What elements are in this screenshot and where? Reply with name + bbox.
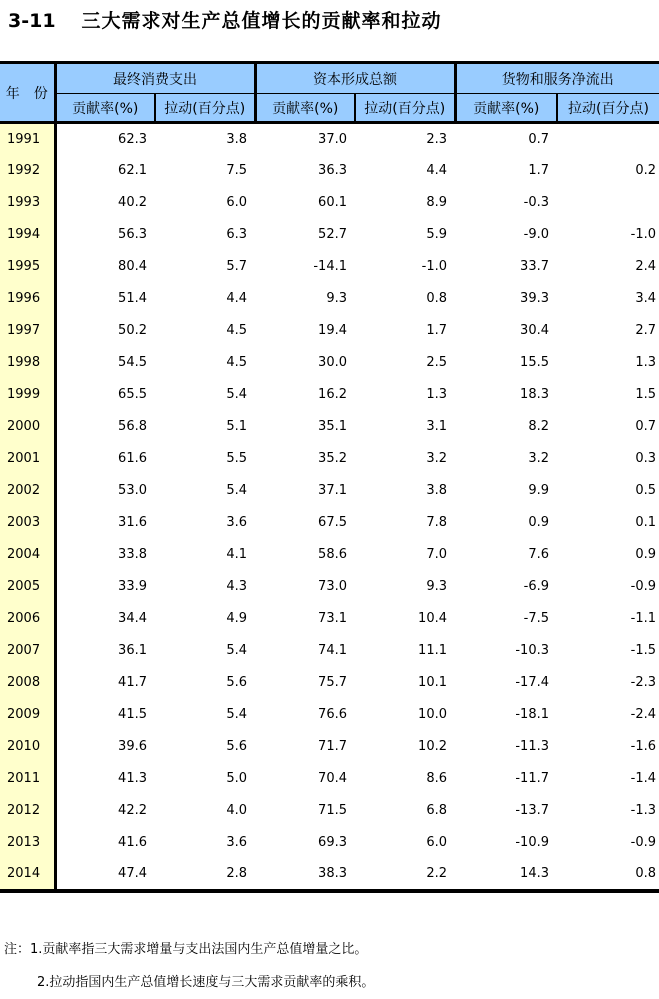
- value-cell: 41.7: [118, 675, 147, 690]
- value-cell: 9.3: [326, 291, 347, 306]
- table-body: [0, 123, 659, 891]
- value-cell: 71.7: [318, 739, 347, 754]
- value-cell: 8.9: [426, 195, 447, 210]
- value-cell: 1.5: [635, 387, 656, 402]
- value-cell: 9.3: [426, 579, 447, 594]
- value-cell: [557, 123, 659, 155]
- value-cell: 0.7: [635, 419, 656, 434]
- year-cell: 2014: [0, 859, 55, 891]
- value-cell: 37.1: [318, 483, 347, 498]
- year-cell: 1995: [0, 251, 55, 283]
- value-cell: 65.5: [118, 387, 147, 402]
- value-cell: 53.0: [118, 483, 147, 498]
- value-cell: 1.3: [635, 355, 656, 370]
- subheader-contribution-rate-3: 贡献率(%): [455, 94, 557, 123]
- table-row: [0, 571, 659, 603]
- value-cell: 54.5: [118, 355, 147, 370]
- table-row: [0, 123, 659, 155]
- table-row: [0, 827, 659, 859]
- table-row: [0, 603, 659, 635]
- subheader-contribution-rate-1: 贡献率(%): [55, 94, 155, 123]
- group-header-capital-formation: 资本形成总额: [255, 63, 455, 94]
- year-cell: 2008: [0, 667, 55, 699]
- value-cell: -2.4: [630, 707, 656, 722]
- value-cell: -13.7: [515, 803, 549, 818]
- value-cell: 75.7: [318, 675, 347, 690]
- value-cell: -18.1: [515, 707, 549, 722]
- subheader-pull-3: 拉动(百分点): [557, 94, 659, 123]
- table-title-text: 三大需求对生产总值增长的贡献率和拉动: [81, 10, 442, 32]
- value-cell: 14.3: [520, 866, 549, 881]
- value-cell: 18.3: [520, 387, 549, 402]
- value-cell: -17.4: [515, 675, 549, 690]
- value-cell: 58.6: [318, 547, 347, 562]
- value-cell: 1.7: [528, 163, 549, 178]
- value-cell: 5.4: [226, 483, 247, 498]
- footnote-1: 注：1.贡献率指三大需求增量与支出法国内生产总值增量之比。: [4, 942, 368, 957]
- footnote-2: 2.拉动指国内生产总值增长速度与三大需求贡献率的乘积。: [37, 975, 375, 990]
- value-cell: -1.0: [421, 259, 447, 274]
- value-cell: -2.3: [630, 675, 656, 690]
- value-cell: 9.9: [528, 483, 549, 498]
- value-cell: 3.8: [226, 131, 247, 147]
- year-cell: 2004: [0, 539, 55, 571]
- group-header-net-exports: 货物和服务净流出: [455, 63, 659, 94]
- table-row: [0, 443, 659, 475]
- value-cell: 39.3: [520, 291, 549, 306]
- table-row: [0, 539, 659, 571]
- value-cell: 35.1: [318, 419, 347, 434]
- table-row: [0, 507, 659, 539]
- table-row: [0, 795, 659, 827]
- subheader-pull-1: 拉动(百分点): [155, 94, 255, 123]
- table-row: [0, 411, 659, 443]
- value-cell: 80.4: [118, 259, 147, 274]
- table-number: 3-11: [8, 10, 56, 32]
- table-row: [0, 315, 659, 347]
- value-cell: 16.2: [318, 387, 347, 402]
- value-cell: 2.2: [426, 866, 447, 881]
- year-column-header: 年 份: [0, 63, 55, 123]
- year-cell: 2011: [0, 763, 55, 795]
- value-cell: -14.1: [313, 259, 347, 274]
- value-cell: 36.1: [118, 643, 147, 658]
- value-cell: 42.2: [118, 803, 147, 818]
- value-cell: 50.2: [118, 323, 147, 338]
- header-group-row: [0, 63, 659, 94]
- value-cell: -1.6: [630, 739, 656, 754]
- value-cell: 7.5: [226, 163, 247, 178]
- header-sub-row: [0, 94, 659, 123]
- year-cell: 1994: [0, 219, 55, 251]
- value-cell: -9.0: [523, 227, 549, 242]
- year-cell: 2003: [0, 507, 55, 539]
- value-cell: 0.9: [635, 547, 656, 562]
- value-cell: 4.9: [226, 611, 247, 626]
- value-cell: 6.8: [426, 803, 447, 818]
- value-cell: 4.4: [426, 163, 447, 178]
- value-cell: 33.8: [118, 547, 147, 562]
- value-cell: 6.0: [226, 195, 247, 210]
- value-cell: 5.4: [226, 643, 247, 658]
- value-cell: -10.9: [515, 835, 549, 850]
- year-cell: 2000: [0, 411, 55, 443]
- value-cell: -0.3: [523, 195, 549, 210]
- year-cell: 2007: [0, 635, 55, 667]
- value-cell: 5.7: [226, 259, 247, 274]
- value-cell: 67.5: [318, 515, 347, 530]
- value-cell: [557, 187, 659, 219]
- value-cell: 33.9: [118, 579, 147, 594]
- value-cell: 76.6: [318, 707, 347, 722]
- value-cell: 30.4: [520, 323, 549, 338]
- year-cell: 1993: [0, 187, 55, 219]
- year-cell: 2005: [0, 571, 55, 603]
- table-row: [0, 667, 659, 699]
- year-cell: 2002: [0, 475, 55, 507]
- value-cell: 5.1: [226, 419, 247, 434]
- value-cell: -6.9: [523, 579, 549, 594]
- year-cell: 1992: [0, 155, 55, 187]
- value-cell: -1.4: [630, 771, 656, 786]
- year-cell: 1997: [0, 315, 55, 347]
- value-cell: 7.0: [426, 547, 447, 562]
- value-cell: 6.3: [226, 227, 247, 242]
- value-cell: -1.5: [630, 643, 656, 658]
- year-cell: 1996: [0, 283, 55, 315]
- value-cell: 4.0: [226, 803, 247, 818]
- year-cell: 2010: [0, 731, 55, 763]
- subheader-pull-2: 拉动(百分点): [355, 94, 455, 123]
- value-cell: 3.8: [426, 483, 447, 498]
- value-cell: 2.4: [635, 259, 656, 274]
- value-cell: 7.6: [528, 547, 549, 562]
- year-cell: 1991: [0, 123, 55, 155]
- value-cell: 62.1: [118, 163, 147, 178]
- value-cell: 31.6: [118, 515, 147, 530]
- year-cell: 1998: [0, 347, 55, 379]
- year-cell: 1999: [0, 379, 55, 411]
- value-cell: 10.4: [418, 611, 447, 626]
- year-cell: 2012: [0, 795, 55, 827]
- value-cell: 8.2: [528, 419, 549, 434]
- table-row: [0, 219, 659, 251]
- value-cell: 71.5: [318, 803, 347, 818]
- value-cell: -0.9: [630, 835, 656, 850]
- page-title: [8, 6, 442, 33]
- value-cell: 51.4: [118, 291, 147, 306]
- table-row: [0, 731, 659, 763]
- value-cell: 0.5: [635, 483, 656, 498]
- table-row: [0, 283, 659, 315]
- value-cell: 40.2: [118, 195, 147, 210]
- value-cell: 5.4: [226, 387, 247, 402]
- value-cell: 74.1: [318, 643, 347, 658]
- value-cell: 0.9: [528, 515, 549, 530]
- value-cell: 70.4: [318, 771, 347, 786]
- value-cell: 0.8: [426, 291, 447, 306]
- value-cell: 2.7: [635, 323, 656, 338]
- value-cell: 3.2: [528, 451, 549, 466]
- value-cell: 11.1: [418, 643, 447, 658]
- year-cell: 2001: [0, 443, 55, 475]
- value-cell: 35.2: [318, 451, 347, 466]
- value-cell: 5.5: [226, 451, 247, 466]
- value-cell: 3.6: [226, 515, 247, 530]
- value-cell: 39.6: [118, 739, 147, 754]
- value-cell: 4.5: [226, 323, 247, 338]
- value-cell: -1.3: [630, 803, 656, 818]
- value-cell: 4.3: [226, 579, 247, 594]
- value-cell: 10.1: [418, 675, 447, 690]
- value-cell: -7.5: [523, 611, 549, 626]
- value-cell: 33.7: [520, 259, 549, 274]
- value-cell: 73.1: [318, 611, 347, 626]
- value-cell: 2.3: [426, 131, 447, 147]
- value-cell: 0.8: [635, 866, 656, 881]
- table-row: [0, 699, 659, 731]
- table-header: [0, 63, 659, 123]
- value-cell: 56.8: [118, 419, 147, 434]
- value-cell: 30.0: [318, 355, 347, 370]
- value-cell: 3.1: [426, 419, 447, 434]
- value-cell: 0.2: [635, 163, 656, 178]
- value-cell: -10.3: [515, 643, 549, 658]
- year-cell: 2009: [0, 699, 55, 731]
- value-cell: 2.8: [226, 866, 247, 881]
- value-cell: 5.6: [226, 675, 247, 690]
- value-cell: 34.4: [118, 611, 147, 626]
- value-cell: 47.4: [118, 866, 147, 881]
- year-cell: 2013: [0, 827, 55, 859]
- value-cell: 4.4: [226, 291, 247, 306]
- value-cell: -1.1: [630, 611, 656, 626]
- table-row: [0, 379, 659, 411]
- value-cell: 7.8: [426, 515, 447, 530]
- value-cell: 5.0: [226, 771, 247, 786]
- table-row: [0, 763, 659, 795]
- value-cell: 0.7: [528, 131, 549, 147]
- value-cell: -1.0: [630, 227, 656, 242]
- value-cell: 1.3: [426, 387, 447, 402]
- value-cell: 62.3: [118, 131, 147, 147]
- statistics-table: [0, 61, 659, 893]
- value-cell: 41.6: [118, 835, 147, 850]
- value-cell: 0.1: [635, 515, 656, 530]
- table-row: [0, 187, 659, 219]
- value-cell: -11.3: [515, 739, 549, 754]
- value-cell: 3.2: [426, 451, 447, 466]
- value-cell: 10.2: [418, 739, 447, 754]
- value-cell: 3.6: [226, 835, 247, 850]
- year-cell: 2006: [0, 603, 55, 635]
- value-cell: 41.3: [118, 771, 147, 786]
- table-row: [0, 475, 659, 507]
- subheader-contribution-rate-2: 贡献率(%): [255, 94, 355, 123]
- value-cell: 56.3: [118, 227, 147, 242]
- value-cell: 10.0: [418, 707, 447, 722]
- value-cell: 19.4: [318, 323, 347, 338]
- value-cell: 15.5: [520, 355, 549, 370]
- value-cell: 1.7: [426, 323, 447, 338]
- table-row: [0, 251, 659, 283]
- value-cell: 41.5: [118, 707, 147, 722]
- table-row: [0, 635, 659, 667]
- table-row: [0, 155, 659, 187]
- value-cell: 5.4: [226, 707, 247, 722]
- value-cell: 61.6: [118, 451, 147, 466]
- value-cell: 8.6: [426, 771, 447, 786]
- value-cell: 5.9: [426, 227, 447, 242]
- value-cell: 2.5: [426, 355, 447, 370]
- value-cell: 69.3: [318, 835, 347, 850]
- value-cell: 4.5: [226, 355, 247, 370]
- group-header-final-consumption: 最终消费支出: [55, 63, 255, 94]
- value-cell: -11.7: [515, 771, 549, 786]
- value-cell: 6.0: [426, 835, 447, 850]
- value-cell: 37.0: [318, 131, 347, 147]
- value-cell: 38.3: [318, 866, 347, 881]
- value-cell: 5.6: [226, 739, 247, 754]
- value-cell: 36.3: [318, 163, 347, 178]
- value-cell: 73.0: [318, 579, 347, 594]
- value-cell: -0.9: [630, 579, 656, 594]
- value-cell: 52.7: [318, 227, 347, 242]
- value-cell: 60.1: [318, 195, 347, 210]
- table-row: [0, 347, 659, 379]
- value-cell: 4.1: [226, 547, 247, 562]
- value-cell: 3.4: [635, 291, 656, 306]
- value-cell: 0.3: [635, 451, 656, 466]
- table-row: [0, 859, 659, 891]
